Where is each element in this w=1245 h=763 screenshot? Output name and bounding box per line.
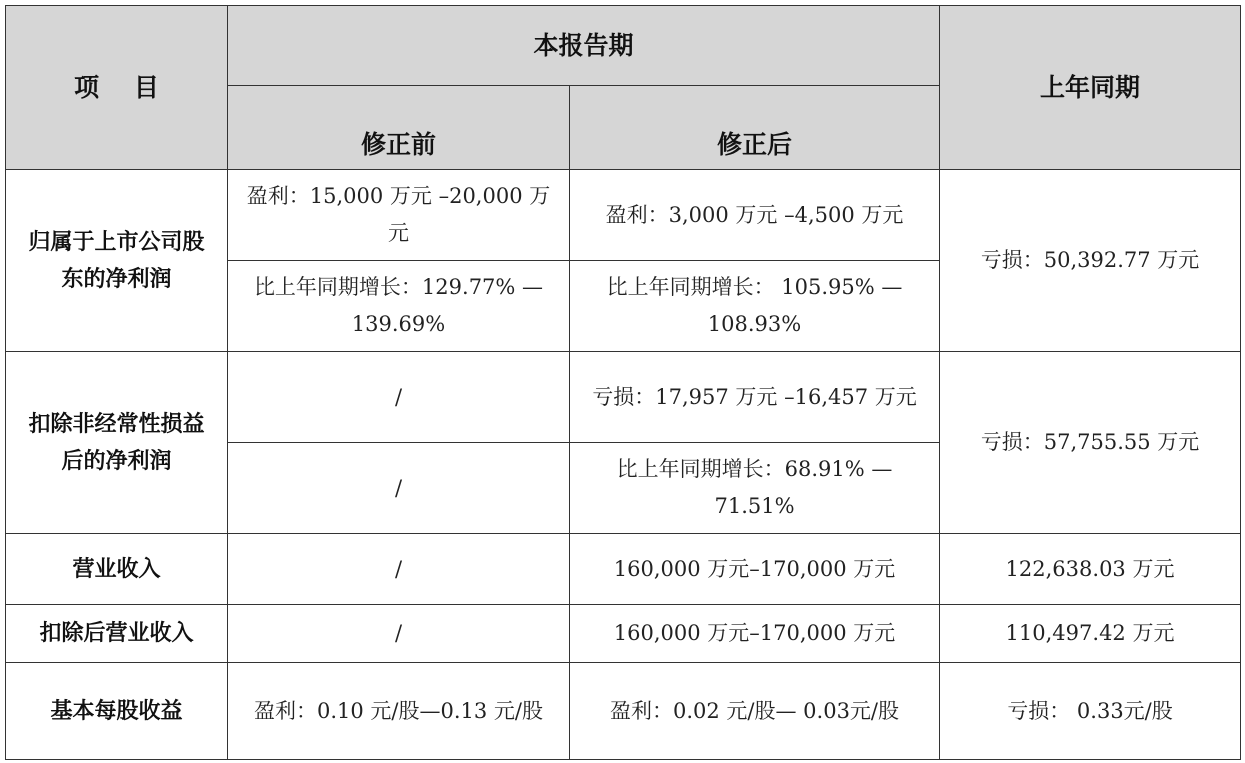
- net-profit-excl-before-value: /: [228, 352, 570, 443]
- net-profit-excl-after-value: 亏损：17,957 万元 –16,457 万元: [570, 352, 940, 443]
- forecast-revision-table: [5, 5, 1241, 760]
- revenue-after: 160,000 万元–170,000 万元: [570, 534, 940, 605]
- row-label-revenue: 营业收入: [6, 534, 228, 605]
- eps-after: 盈利：0.02 元/股— 0.03元/股: [570, 663, 940, 760]
- revenue-excl-after: 160,000 万元–170,000 万元: [570, 605, 940, 663]
- header-after-revision: 修正后: [570, 86, 940, 170]
- net-profit-before-growth: 比上年同期增长：129.77% — 139.69%: [228, 261, 570, 352]
- header-item: 项 目: [6, 6, 228, 170]
- net-profit-after-growth: 比上年同期增长： 105.95% — 108.93%: [570, 261, 940, 352]
- net-profit-before-value: 盈利：15,000 万元 –20,000 万元: [228, 170, 570, 261]
- revenue-prior-year: 122,638.03 万元: [940, 534, 1241, 605]
- row-label-revenue-excl: 扣除后营业收入: [6, 605, 228, 663]
- net-profit-prior-year: 亏损：50,392.77 万元: [940, 170, 1241, 352]
- revenue-before: /: [228, 534, 570, 605]
- net-profit-excl-after-growth: 比上年同期增长：68.91% — 71.51%: [570, 443, 940, 534]
- header-before-revision: 修正前: [228, 86, 570, 170]
- header-current-period: 本报告期: [228, 6, 940, 86]
- row-label-net-profit-excl: 扣除非经常性损益后的净利润: [6, 352, 228, 534]
- header-prior-year: 上年同期: [940, 6, 1241, 170]
- net-profit-excl-prior-year: 亏损：57,755.55 万元: [940, 352, 1241, 534]
- net-profit-excl-before-growth: /: [228, 443, 570, 534]
- revenue-excl-before: /: [228, 605, 570, 663]
- row-label-eps: 基本每股收益: [6, 663, 228, 760]
- eps-prior-year: 亏损： 0.33元/股: [940, 663, 1241, 760]
- revenue-excl-prior-year: 110,497.42 万元: [940, 605, 1241, 663]
- row-label-net-profit: 归属于上市公司股东的净利润: [6, 170, 228, 352]
- eps-before: 盈利：0.10 元/股—0.13 元/股: [228, 663, 570, 760]
- net-profit-after-value: 盈利：3,000 万元 –4,500 万元: [570, 170, 940, 261]
